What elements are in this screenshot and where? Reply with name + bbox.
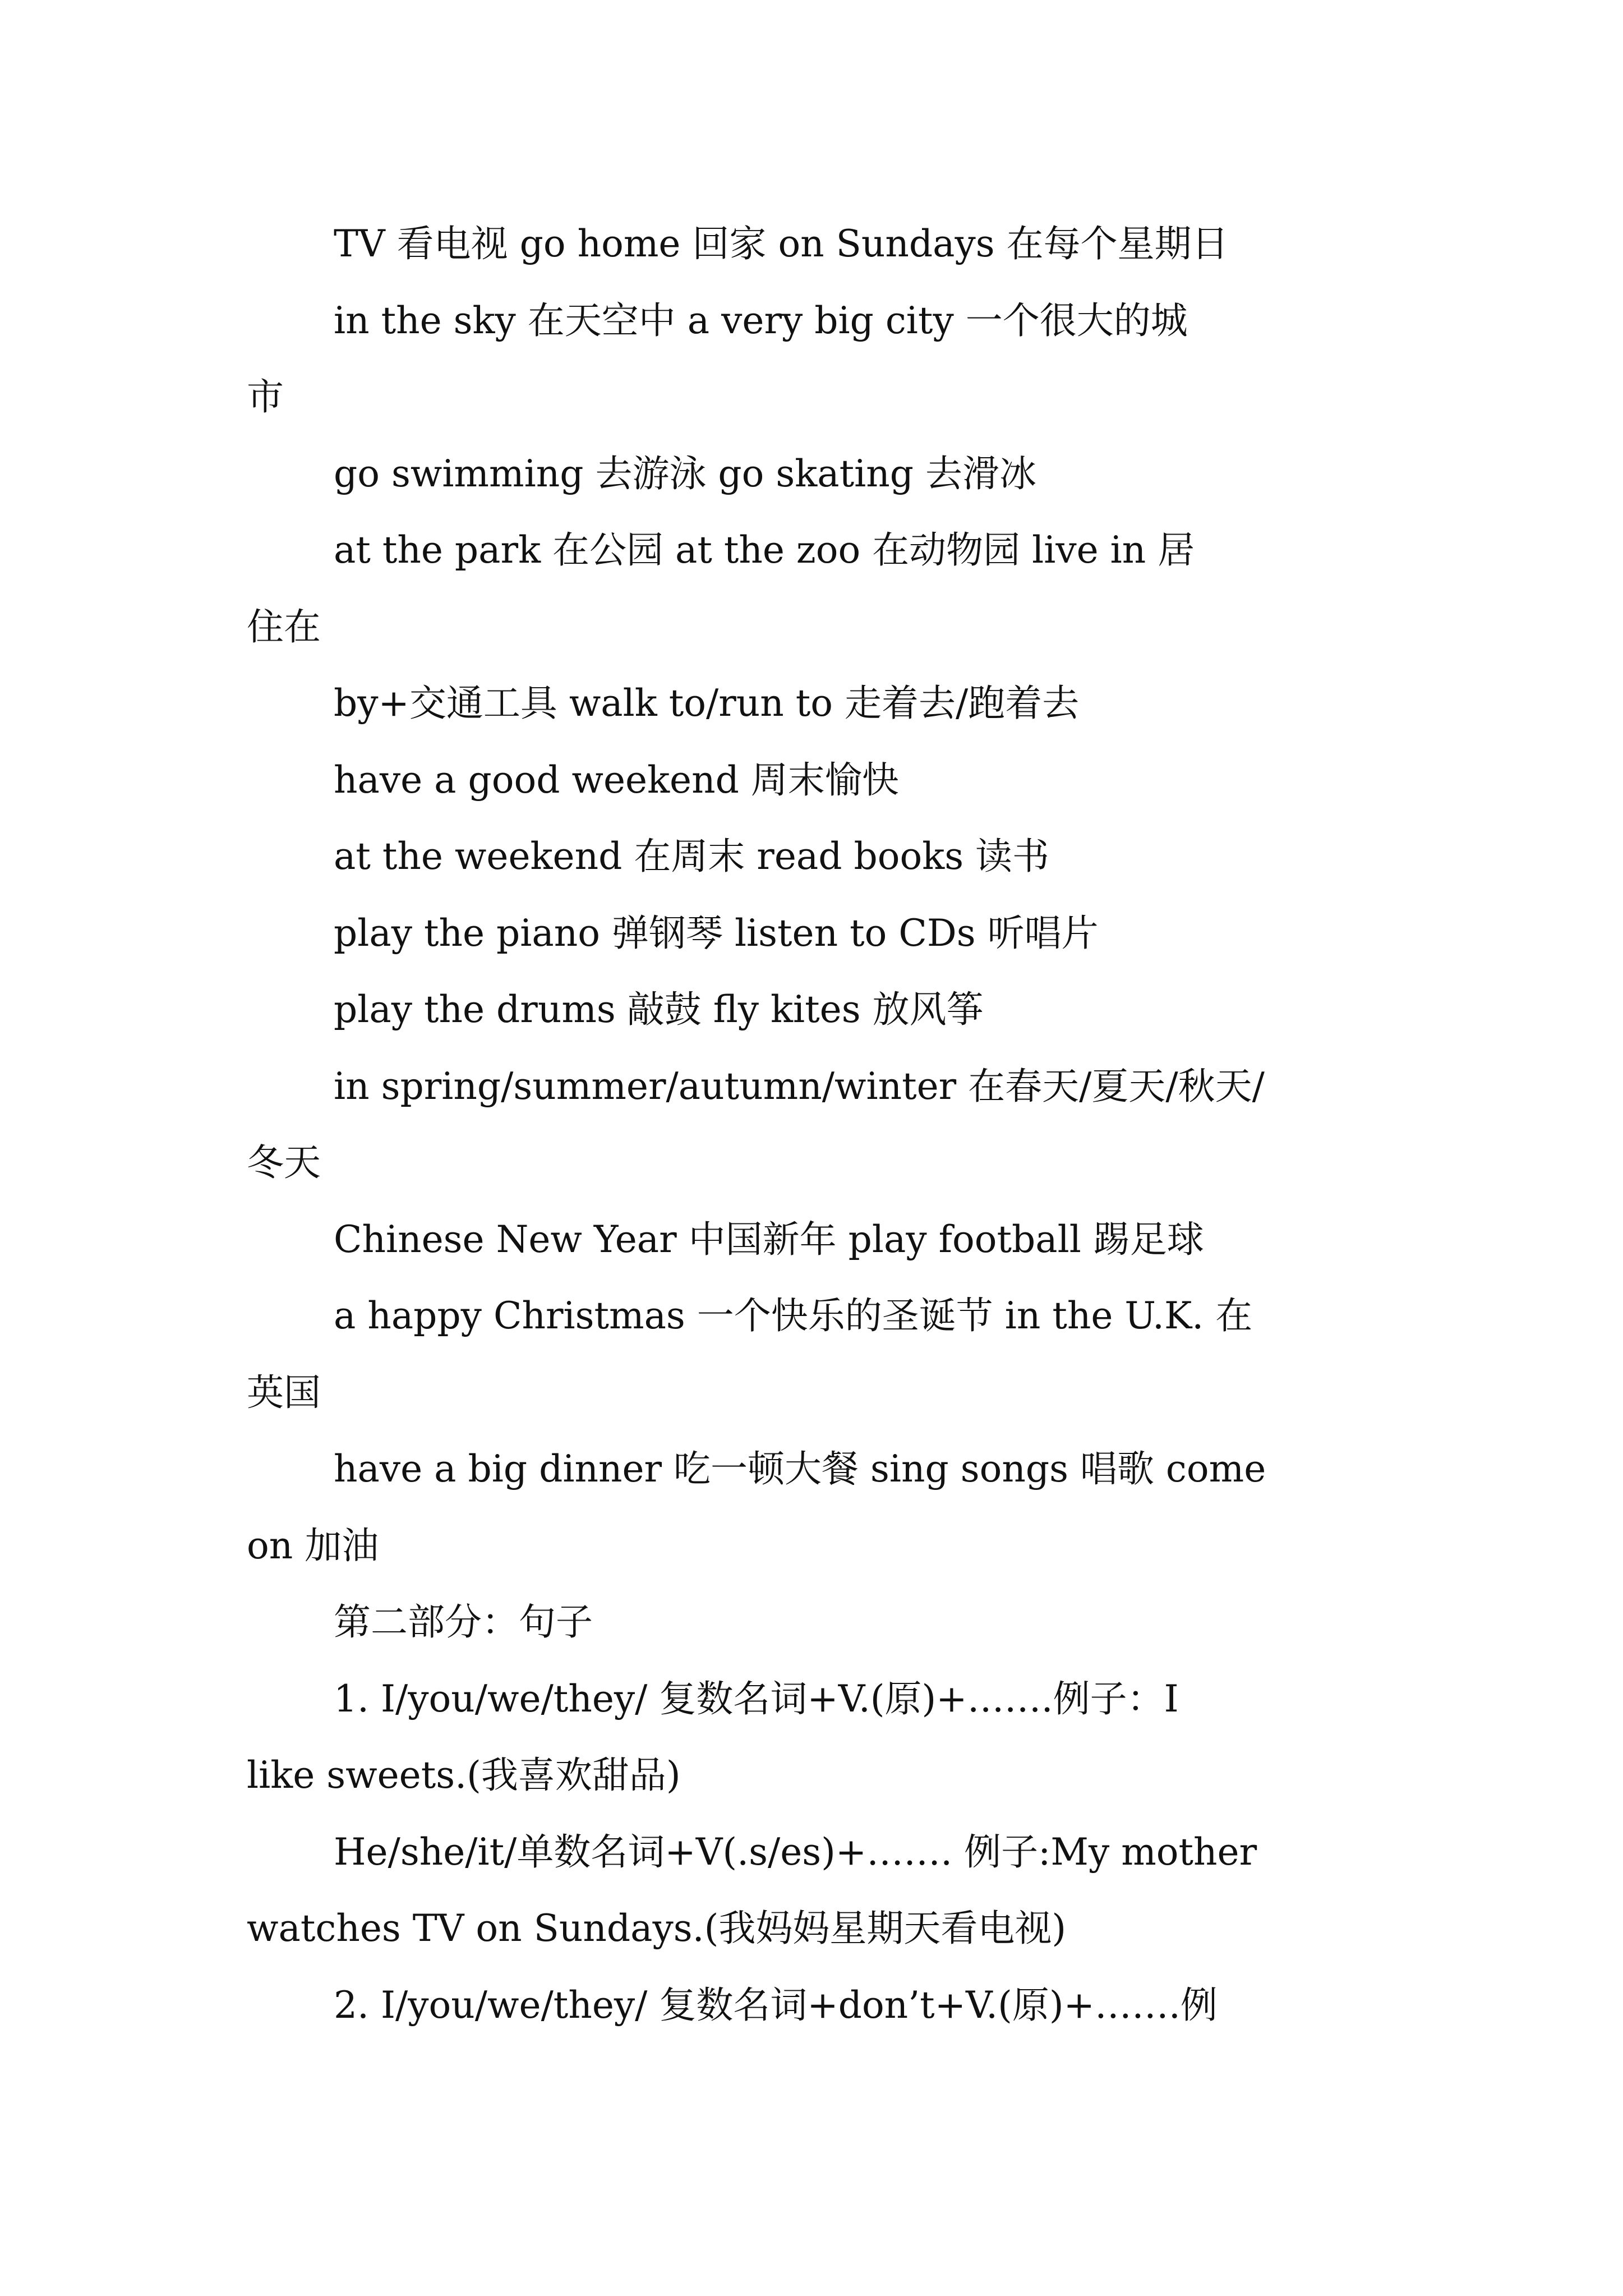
text-line: in the sky 在天空中 a very big city 一个很大的城 xyxy=(334,299,1188,342)
text-line: in spring/summer/autumn/winter 在春天/夏天/秋天/ xyxy=(334,1065,1265,1108)
text-line: TV 看电视 go home 回家 on Sundays 在每个星期日 xyxy=(334,222,1229,265)
text-line: have a big dinner 吃一顿大餐 sing songs 唱歌 come xyxy=(334,1447,1266,1490)
text-line: play the drums 敲鼓 fly kites 放风筝 xyxy=(334,988,984,1031)
text-line: 住在 xyxy=(247,605,321,648)
text-line: have a good weekend 周末愉快 xyxy=(334,758,899,802)
text-line: like sweets.(我喜欢甜品) xyxy=(247,1754,681,1797)
text-line: at the park 在公园 at the zoo 在动物园 live in 居 xyxy=(334,528,1195,572)
text-line: at the weekend 在周末 read books 读书 xyxy=(334,835,1050,878)
text-line: 1. I/you/we/they/ 复数名词+V.(原)+…….例子：I xyxy=(334,1677,1179,1720)
text-line: on 加油 xyxy=(247,1524,379,1567)
section-heading: 第二部分：句子 xyxy=(334,1600,593,1644)
text-line: by+交通工具 walk to/run to 走着去/跑着去 xyxy=(334,682,1080,725)
text-line: He/she/it/单数名词+V(.s/es)+……. 例子:My mother xyxy=(334,1830,1257,1874)
text-line: go swimming 去游泳 go skating 去滑冰 xyxy=(334,452,1036,495)
text-line: a happy Christmas 一个快乐的圣诞节 in the U.K. 在 xyxy=(334,1294,1253,1337)
text-line: 英国 xyxy=(247,1371,321,1414)
text-line: play the piano 弹钢琴 listen to CDs 听唱片 xyxy=(334,912,1099,955)
text-line: Chinese New Year 中国新年 play football 踢足球 xyxy=(334,1218,1204,1261)
text-line: 市 xyxy=(247,375,284,418)
text-line: 冬天 xyxy=(247,1141,321,1184)
text-line: 2. I/you/we/they/ 复数名词+don’t+V.(原)+…….例 xyxy=(334,1984,1218,2027)
text-line: watches TV on Sundays.(我妈妈星期天看电视) xyxy=(247,1907,1067,1950)
